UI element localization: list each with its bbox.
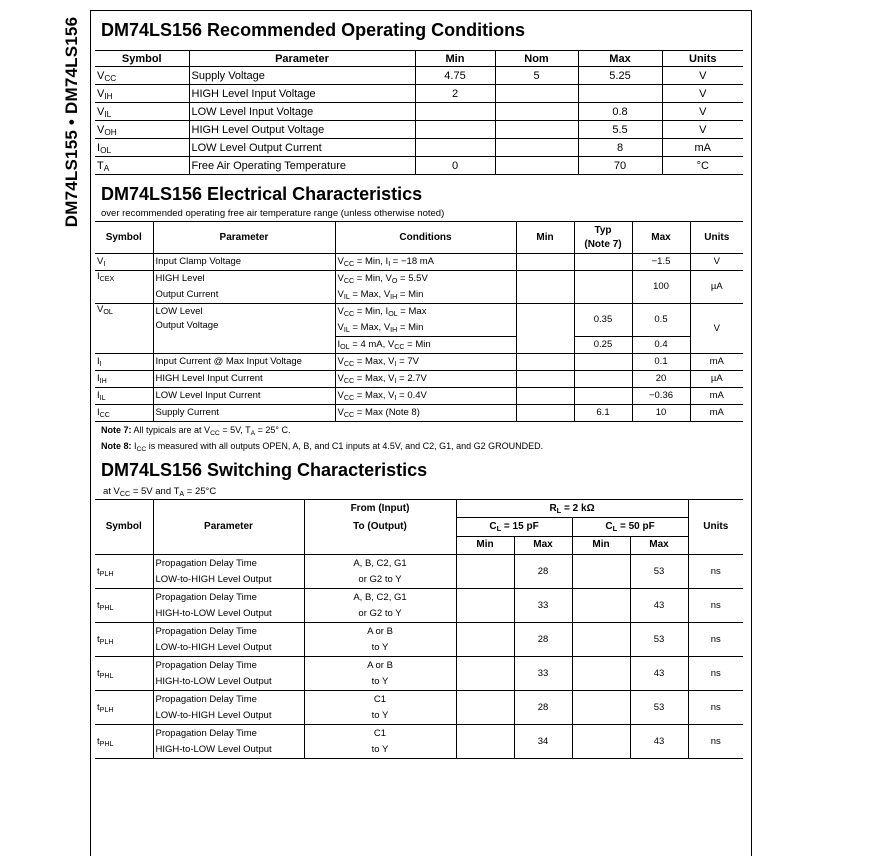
min50-cell xyxy=(572,589,630,623)
max-cell xyxy=(578,85,662,103)
conditions-cell: $V_{CC}$ = Max, $V_I = 2.7V$ xyxy=(335,371,516,388)
parameter-cell: HIGH Level Input Voltage xyxy=(189,85,415,103)
nom-cell: 5 xyxy=(495,67,578,85)
header-min-50: Min xyxy=(572,536,630,554)
symbol-cell: $t_{PLH}$ xyxy=(95,691,153,725)
units-cell: mA xyxy=(690,354,743,371)
table-row xyxy=(95,623,743,657)
conditions-cell: $V_{IL}$ = Max, $V_{IH}$ = Min xyxy=(335,320,516,337)
symbol-cell: $t_{PHL}$ xyxy=(95,725,153,759)
from-to-cell: A, B, C2, G1 or G2 to Y xyxy=(304,555,456,589)
min15-cell xyxy=(456,589,514,623)
units-cell: ns xyxy=(688,691,743,725)
table-row xyxy=(95,254,743,271)
min-cell: 0 xyxy=(415,157,495,175)
table-row xyxy=(95,85,743,103)
units-cell: °C xyxy=(662,157,743,175)
min-cell xyxy=(415,103,495,121)
min50-cell xyxy=(572,555,630,589)
min-cell xyxy=(516,388,574,405)
recommended-conditions-table xyxy=(95,50,743,175)
parameter-cell: LOW Level xyxy=(153,304,335,321)
max-cell: 70 xyxy=(578,157,662,175)
typ-cell xyxy=(574,371,632,388)
min50-cell xyxy=(572,623,630,657)
units-cell: ns xyxy=(688,589,743,623)
max-cell: 100 xyxy=(632,271,690,304)
from-to-cell: A or B to Y xyxy=(304,623,456,657)
note-7: Note 7: All typicals are at $V_{CC} = 5V$, $T_A = 25^\circ$ C. xyxy=(101,425,291,437)
table-row xyxy=(95,657,743,691)
units-cell: ns xyxy=(688,657,743,691)
conditions-cell: $V_{CC}$ = Max, $V_I = 7V$ xyxy=(335,354,516,371)
conditions-cell: $V_{IL}$ = Max, $V_{IH}$ = Min xyxy=(335,287,516,304)
header-nom: Nom xyxy=(495,51,578,67)
electrical-characteristics-title: DM74LS156 Electrical Characteristics xyxy=(101,184,423,204)
max15-cell: 34 xyxy=(514,725,572,759)
symbol-cell: $t_{PHL}$ xyxy=(95,589,153,623)
min-cell: 4.75 xyxy=(415,67,495,85)
parameter-cell: LOW Level Input Current xyxy=(153,388,335,405)
parameter-cell: Input Clamp Voltage xyxy=(153,254,335,271)
header-rl: $R_L = 2$ kΩ xyxy=(456,500,688,518)
min-cell xyxy=(516,254,574,271)
table-row xyxy=(95,725,743,759)
symbol-cell: $t_{PLH}$ xyxy=(95,555,153,589)
nom-cell xyxy=(495,121,578,139)
min-cell xyxy=(516,405,574,422)
table-row xyxy=(95,371,743,388)
min-cell xyxy=(516,271,574,304)
switching-subtitle: at $V_{CC} = 5V$ and $T_A = 25^\circ C$ xyxy=(103,486,217,498)
header-symbol: Symbol xyxy=(95,51,189,67)
max50-cell: 43 xyxy=(630,657,688,691)
header-symbol: Symbol xyxy=(95,222,153,254)
typ-cell xyxy=(574,271,632,304)
parameter-cell: LOW Level Input Voltage xyxy=(189,103,415,121)
table-row xyxy=(95,555,743,589)
symbol-cell: $V_{IL}$ xyxy=(95,103,189,121)
conditions-cell: $I_{OL} = 4$ mA, $V_{CC}$ = Min xyxy=(335,337,516,354)
header-units: Units xyxy=(662,51,743,67)
conditions-cell: $V_{CC}$ = Max (Note 8) xyxy=(335,405,516,422)
header-parameter: Parameter xyxy=(189,51,415,67)
units-cell: V xyxy=(690,304,743,354)
side-title: DM74LS155 • DM74LS156 xyxy=(62,16,81,228)
from-to-cell: A, B, C2, G1 or G2 to Y xyxy=(304,589,456,623)
min-cell xyxy=(415,139,495,157)
parameter-cell: Output Current xyxy=(153,287,335,304)
max50-cell: 53 xyxy=(630,691,688,725)
conditions-cell: $V_{CC}$ = Min, $I_I = -18$ mA xyxy=(335,254,516,271)
max-cell: 0.8 xyxy=(578,103,662,121)
max-cell: −1.5 xyxy=(632,254,690,271)
symbol-cell: $V_{IH}$ xyxy=(95,85,189,103)
header-max-15: Max xyxy=(514,536,572,554)
units-cell: V xyxy=(662,67,743,85)
header-max-50: Max xyxy=(630,536,688,554)
units-cell: mA xyxy=(662,139,743,157)
header-max: Max xyxy=(632,222,690,254)
header-min-15: Min xyxy=(456,536,514,554)
units-cell: V xyxy=(662,121,743,139)
max50-cell: 43 xyxy=(630,589,688,623)
parameter-cell: Propagation Delay Time HIGH-to-LOW Level Output xyxy=(153,589,304,623)
units-cell: ns xyxy=(688,623,743,657)
header-cl50: $C_L = 50$ pF xyxy=(572,518,688,536)
typ-cell: 0.25 xyxy=(574,337,632,354)
max15-cell: 28 xyxy=(514,691,572,725)
nom-cell xyxy=(495,85,578,103)
max15-cell: 33 xyxy=(514,589,572,623)
symbol-cell: $I_{IH}$ xyxy=(95,371,153,388)
min-cell xyxy=(516,371,574,388)
units-cell: V xyxy=(662,85,743,103)
parameter-cell: Output Voltage xyxy=(153,320,335,354)
symbol-cell: $I_{CC}$ xyxy=(95,405,153,422)
header-cl15: $C_L = 15$ pF xyxy=(456,518,572,536)
parameter-cell: HIGH Level Input Current xyxy=(153,371,335,388)
switching-characteristics-table xyxy=(95,499,743,759)
conditions-cell: $V_{CC}$ = Max, $V_I = 0.4V$ xyxy=(335,388,516,405)
max15-cell: 33 xyxy=(514,657,572,691)
table-row xyxy=(95,589,743,623)
symbol-cell: $V_I$ xyxy=(95,254,153,271)
min-cell: 2 xyxy=(415,85,495,103)
max50-cell: 53 xyxy=(630,623,688,657)
max-cell: 8 xyxy=(578,139,662,157)
nom-cell xyxy=(495,139,578,157)
parameter-cell: LOW Level Output Current xyxy=(189,139,415,157)
electrical-subtitle: over recommended operating free air temperature range (unless otherwise noted) xyxy=(101,208,445,219)
table-row xyxy=(95,405,743,422)
typ-cell xyxy=(574,388,632,405)
min-cell xyxy=(516,354,574,371)
max-cell: 5.5 xyxy=(578,121,662,139)
header-parameter: Parameter xyxy=(153,222,335,254)
header-typ-label: Typ xyxy=(594,224,612,236)
symbol-cell: $V_{OH}$ xyxy=(95,121,189,139)
from-to-cell: C1 to Y xyxy=(304,725,456,759)
header-parameter: Parameter xyxy=(153,500,304,555)
max50-cell: 43 xyxy=(630,725,688,759)
parameter-cell: Propagation Delay Time LOW-to-HIGH Level Output xyxy=(153,691,304,725)
datasheet-page xyxy=(90,10,752,856)
min15-cell xyxy=(456,657,514,691)
table-header-row xyxy=(95,51,743,67)
max50-cell: 53 xyxy=(630,555,688,589)
min50-cell xyxy=(572,725,630,759)
table-row xyxy=(95,67,743,85)
header-symbol: Symbol xyxy=(95,500,153,555)
units-cell: µA xyxy=(690,271,743,304)
units-cell: ns xyxy=(688,555,743,589)
parameter-cell: Supply Current xyxy=(153,405,335,422)
units-cell: V xyxy=(690,254,743,271)
units-cell: µA xyxy=(690,371,743,388)
symbol-cell: $t_{PHL}$ xyxy=(95,657,153,691)
parameter-cell: Free Air Operating Temperature xyxy=(189,157,415,175)
symbol-cell: $T_A$ xyxy=(95,157,189,175)
max-cell: 0.1 xyxy=(632,354,690,371)
table-row xyxy=(95,157,743,175)
units-cell: mA xyxy=(690,405,743,422)
electrical-characteristics-table xyxy=(95,221,743,422)
min15-cell xyxy=(456,691,514,725)
max15-cell: 28 xyxy=(514,623,572,657)
note-8: Note 8: $I_{CC}$ is measured with all outputs OPEN, A, B, and C1 inputs at 4.5V, and C2, G1, and G2 GROUNDED. xyxy=(101,441,544,453)
max15-cell: 28 xyxy=(514,555,572,589)
header-max: Max xyxy=(578,51,662,67)
table-row xyxy=(95,388,743,405)
symbol-cell: $I_{IL}$ xyxy=(95,388,153,405)
min15-cell xyxy=(456,623,514,657)
nom-cell xyxy=(495,103,578,121)
parameter-cell: Propagation Delay Time LOW-to-HIGH Level Output xyxy=(153,555,304,589)
max-cell: 0.5 xyxy=(632,304,690,337)
table-header-row xyxy=(95,222,743,254)
table-row xyxy=(95,354,743,371)
typ-cell xyxy=(574,354,632,371)
side-margin xyxy=(60,10,84,234)
table-row xyxy=(95,103,743,121)
max-cell: 0.4 xyxy=(632,337,690,354)
header-typ-note: (Note 7) xyxy=(584,238,622,250)
units-cell: ns xyxy=(688,725,743,759)
page-content xyxy=(95,11,747,759)
conditions-cell: $V_{CC}$ = Min, $V_O = 5.5V$ xyxy=(335,271,516,288)
nom-cell xyxy=(495,157,578,175)
max-cell: −0.36 xyxy=(632,388,690,405)
parameter-cell: HIGH Level Output Voltage xyxy=(189,121,415,139)
header-from-to: From (Input) To (Output) xyxy=(304,500,456,555)
symbol-cell: $V_{CC}$ xyxy=(95,67,189,85)
max-cell: 5.25 xyxy=(578,67,662,85)
min50-cell xyxy=(572,691,630,725)
min15-cell xyxy=(456,725,514,759)
symbol-cell: $I_{OL}$ xyxy=(95,139,189,157)
conditions-cell: $V_{CC}$ = Min, $I_{OL}$ = Max xyxy=(335,304,516,321)
typ-cell: 6.1 xyxy=(574,405,632,422)
table-row xyxy=(95,691,743,725)
parameter-cell: Propagation Delay Time LOW-to-HIGH Level Output xyxy=(153,623,304,657)
table-row xyxy=(95,139,743,157)
from-to-cell: A or B to Y xyxy=(304,657,456,691)
min50-cell xyxy=(572,657,630,691)
parameter-cell: HIGH Level xyxy=(153,271,335,288)
min-cell xyxy=(516,304,574,354)
table-row xyxy=(95,304,743,321)
header-min: Min xyxy=(516,222,574,254)
parameter-cell: Supply Voltage xyxy=(189,67,415,85)
max-cell: 20 xyxy=(632,371,690,388)
units-cell: V xyxy=(662,103,743,121)
parameter-cell: Propagation Delay Time HIGH-to-LOW Level Output xyxy=(153,657,304,691)
header-units: Units xyxy=(688,500,743,555)
max-cell: 10 xyxy=(632,405,690,422)
recommended-conditions-title: DM74LS156 Recommended Operating Conditions xyxy=(101,20,526,40)
parameter-cell: Input Current @ Max Input Voltage xyxy=(153,354,335,371)
symbol-cell: $t_{PLH}$ xyxy=(95,623,153,657)
min-cell xyxy=(415,121,495,139)
header-min: Min xyxy=(415,51,495,67)
switching-characteristics-title: DM74LS156 Switching Characteristics xyxy=(101,460,428,480)
typ-cell: 0.35 xyxy=(574,304,632,337)
typ-cell xyxy=(574,254,632,271)
header-conditions: Conditions xyxy=(335,222,516,254)
units-cell: mA xyxy=(690,388,743,405)
header-units: Units xyxy=(690,222,743,254)
from-to-cell: C1 to Y xyxy=(304,691,456,725)
parameter-cell: Propagation Delay Time HIGH-to-LOW Level Output xyxy=(153,725,304,759)
header-typ xyxy=(574,222,632,254)
table-row xyxy=(95,271,743,288)
symbol-cell: $I_{CEX}$ xyxy=(95,271,153,304)
table-header-row xyxy=(95,500,743,518)
symbol-cell: $V_{OL}$ xyxy=(95,304,153,354)
symbol-cell: $I_I$ xyxy=(95,354,153,371)
min15-cell xyxy=(456,555,514,589)
table-row xyxy=(95,121,743,139)
